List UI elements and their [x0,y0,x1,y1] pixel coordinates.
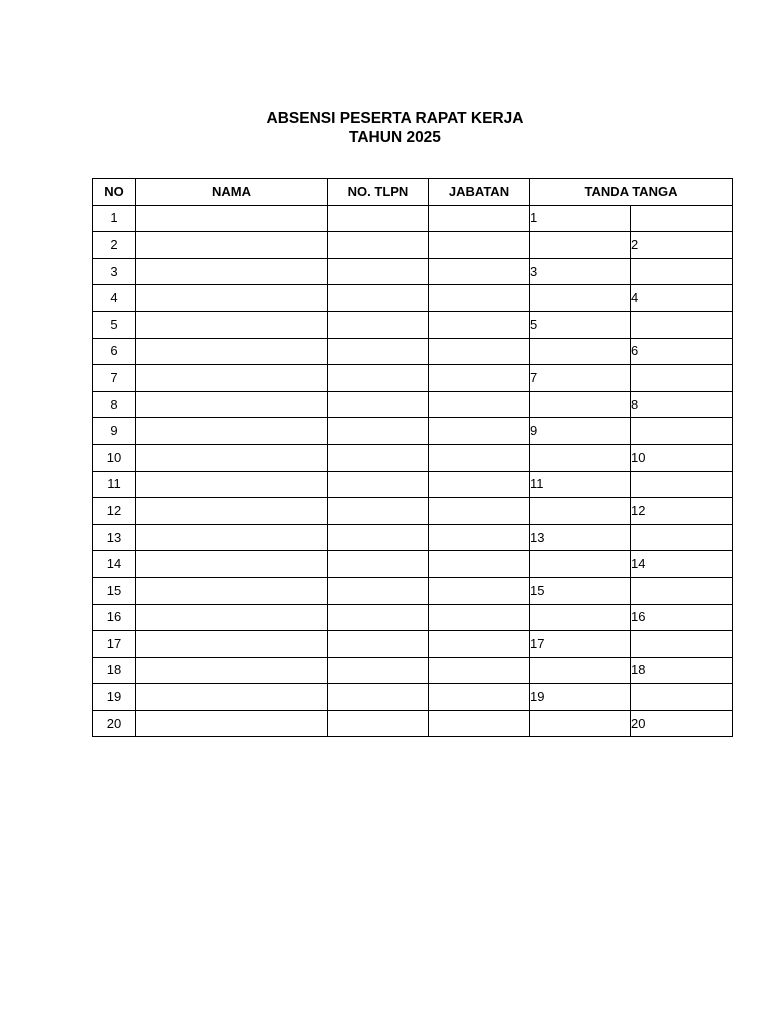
table-row [93,498,733,525]
row-jabatan-cell[interactable] [429,285,530,312]
row-signature-right-cell[interactable]: 4 [631,285,733,312]
row-nama-cell[interactable] [136,577,328,604]
row-signature-right-cell[interactable]: 6 [631,338,733,365]
row-nama-cell[interactable] [136,604,328,631]
row-jabatan-cell[interactable] [429,551,530,578]
table-row [93,657,733,684]
row-signature-left-cell[interactable]: 17 [530,631,631,658]
row-jabatan-cell[interactable] [429,258,530,285]
row-tlpn-cell[interactable] [328,524,429,551]
row-jabatan-cell[interactable] [429,311,530,338]
row-no-cell: 5 [93,311,136,338]
row-tlpn-cell[interactable] [328,710,429,737]
row-no-cell: 10 [93,444,136,471]
row-jabatan-cell[interactable] [429,657,530,684]
row-signature-left-cell[interactable] [530,338,631,365]
table-row [93,604,733,631]
row-tlpn-cell[interactable] [328,338,429,365]
row-signature-right-cell[interactable]: 16 [631,604,733,631]
table-row [93,311,733,338]
row-jabatan-cell[interactable] [429,338,530,365]
row-jabatan-cell[interactable] [429,365,530,392]
row-jabatan-cell[interactable] [429,444,530,471]
row-signature-right-cell[interactable] [631,418,733,445]
row-no-cell: 12 [93,498,136,525]
row-nama-cell[interactable] [136,524,328,551]
row-no-cell: 9 [93,418,136,445]
row-jabatan-cell[interactable] [429,684,530,711]
row-signature-right-cell[interactable] [631,684,733,711]
row-tlpn-cell[interactable] [328,285,429,312]
row-no-cell: 19 [93,684,136,711]
header-tanda-tangan: TANDA TANGA [530,179,733,206]
table-row [93,338,733,365]
row-nama-cell[interactable] [136,258,328,285]
header-nama: NAMA [136,179,328,206]
row-signature-right-cell[interactable] [631,471,733,498]
row-jabatan-cell[interactable] [429,418,530,445]
row-tlpn-cell[interactable] [328,365,429,392]
row-nama-cell[interactable] [136,232,328,259]
row-nama-cell[interactable] [136,471,328,498]
row-jabatan-cell[interactable] [429,205,530,232]
table-row [93,418,733,445]
row-nama-cell[interactable] [136,444,328,471]
row-no-cell: 2 [93,232,136,259]
row-signature-right-cell[interactable] [631,205,733,232]
table-body [93,205,733,737]
row-signature-left-cell[interactable] [530,391,631,418]
row-signature-right-cell[interactable]: 12 [631,498,733,525]
row-no-cell: 16 [93,604,136,631]
row-signature-left-cell[interactable] [530,444,631,471]
row-signature-right-cell[interactable] [631,365,733,392]
table-row [93,710,733,737]
row-signature-right-cell[interactable] [631,258,733,285]
row-no-cell: 4 [93,285,136,312]
row-tlpn-cell[interactable] [328,604,429,631]
row-tlpn-cell[interactable] [328,205,429,232]
row-tlpn-cell[interactable] [328,657,429,684]
row-signature-right-cell[interactable]: 10 [631,444,733,471]
row-no-cell: 7 [93,365,136,392]
table-row [93,365,733,392]
table-row [93,471,733,498]
row-no-cell: 15 [93,577,136,604]
row-jabatan-cell[interactable] [429,631,530,658]
row-tlpn-cell[interactable] [328,418,429,445]
row-nama-cell[interactable] [136,551,328,578]
table-row [93,232,733,259]
row-signature-left-cell[interactable]: 11 [530,471,631,498]
row-nama-cell[interactable] [136,498,328,525]
header-no-tlpn: NO. TLPN [328,179,429,206]
row-signature-left-cell[interactable] [530,657,631,684]
row-tlpn-cell[interactable] [328,471,429,498]
row-jabatan-cell[interactable] [429,604,530,631]
row-signature-left-cell[interactable] [530,710,631,737]
row-nama-cell[interactable] [136,684,328,711]
table-row [93,524,733,551]
row-nama-cell[interactable] [136,657,328,684]
row-signature-left-cell[interactable]: 1 [530,205,631,232]
row-no-cell: 6 [93,338,136,365]
header-jabatan: JABATAN [429,179,530,206]
row-no-cell: 20 [93,710,136,737]
row-signature-left-cell[interactable]: 5 [530,311,631,338]
row-signature-left-cell[interactable]: 15 [530,577,631,604]
row-nama-cell[interactable] [136,365,328,392]
row-tlpn-cell[interactable] [328,444,429,471]
table-row [93,631,733,658]
row-signature-right-cell[interactable]: 8 [631,391,733,418]
row-signature-left-cell[interactable]: 9 [530,418,631,445]
row-nama-cell[interactable] [136,391,328,418]
row-no-cell: 17 [93,631,136,658]
table-row [93,258,733,285]
row-jabatan-cell[interactable] [429,471,530,498]
title-line-2: TAHUN 2025 [349,129,441,146]
row-jabatan-cell[interactable] [429,391,530,418]
row-no-cell: 11 [93,471,136,498]
row-tlpn-cell[interactable] [328,391,429,418]
row-nama-cell[interactable] [136,710,328,737]
row-signature-left-cell[interactable]: 3 [530,258,631,285]
row-tlpn-cell[interactable] [328,258,429,285]
row-tlpn-cell[interactable] [328,232,429,259]
row-signature-left-cell[interactable] [530,232,631,259]
row-no-cell: 1 [93,205,136,232]
row-signature-right-cell[interactable]: 2 [631,232,733,259]
row-tlpn-cell[interactable] [328,498,429,525]
row-signature-right-cell[interactable] [631,311,733,338]
row-signature-right-cell[interactable]: 18 [631,657,733,684]
row-tlpn-cell[interactable] [328,631,429,658]
header-no: NO [93,179,136,206]
table-row [93,551,733,578]
row-signature-right-cell[interactable] [631,577,733,604]
row-no-cell: 8 [93,391,136,418]
row-tlpn-cell[interactable] [328,311,429,338]
row-tlpn-cell[interactable] [328,551,429,578]
row-jabatan-cell[interactable] [429,577,530,604]
row-signature-left-cell[interactable]: 13 [530,524,631,551]
row-jabatan-cell[interactable] [429,232,530,259]
table-header-row [93,179,733,206]
table-row [93,205,733,232]
row-signature-left-cell[interactable] [530,604,631,631]
row-nama-cell[interactable] [136,338,328,365]
row-signature-left-cell[interactable]: 19 [530,684,631,711]
row-signature-left-cell[interactable] [530,551,631,578]
row-signature-right-cell[interactable] [631,631,733,658]
row-tlpn-cell[interactable] [328,577,429,604]
row-nama-cell[interactable] [136,311,328,338]
row-signature-left-cell[interactable] [530,498,631,525]
row-nama-cell[interactable] [136,205,328,232]
row-no-cell: 18 [93,657,136,684]
table-row [93,285,733,312]
table-row [93,444,733,471]
row-jabatan-cell[interactable] [429,524,530,551]
row-signature-left-cell[interactable]: 7 [530,365,631,392]
row-nama-cell[interactable] [136,285,328,312]
row-signature-right-cell[interactable] [631,524,733,551]
table-row [93,684,733,711]
row-no-cell: 13 [93,524,136,551]
table-row [93,391,733,418]
table-row [93,577,733,604]
row-jabatan-cell[interactable] [429,498,530,525]
attendance-table [92,178,733,737]
row-tlpn-cell[interactable] [328,684,429,711]
row-signature-right-cell[interactable]: 14 [631,551,733,578]
row-nama-cell[interactable] [136,418,328,445]
row-signature-right-cell[interactable]: 20 [631,710,733,737]
row-jabatan-cell[interactable] [429,710,530,737]
row-nama-cell[interactable] [136,631,328,658]
row-no-cell: 3 [93,258,136,285]
document-title [0,109,768,147]
row-no-cell: 14 [93,551,136,578]
row-signature-left-cell[interactable] [530,285,631,312]
title-line-1: ABSENSI PESERTA RAPAT KERJA [266,110,524,127]
